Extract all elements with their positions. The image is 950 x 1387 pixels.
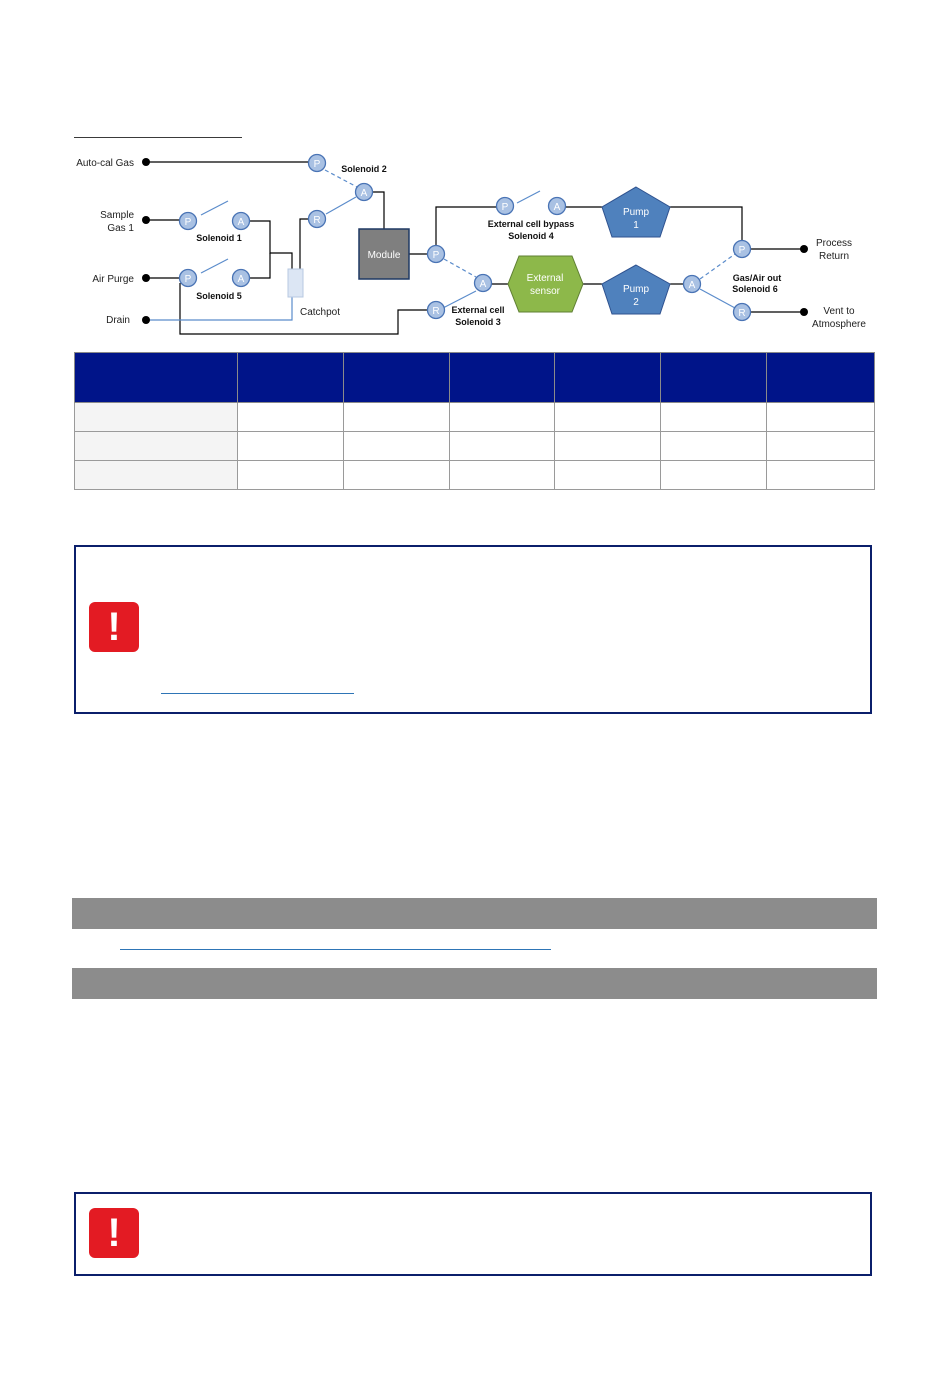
table-header-cell	[343, 353, 449, 403]
table-cell	[555, 461, 661, 490]
vent-endpoint	[800, 308, 808, 316]
sample-gas-label-1: Sample	[100, 210, 134, 221]
solenoid-4-label-2: Solenoid 4	[508, 231, 554, 241]
autocal-endpoint	[142, 158, 150, 166]
solenoid-6-label-1: Gas/Air out	[732, 273, 782, 283]
warning-notice-2	[74, 1192, 872, 1276]
svg-text:A: A	[479, 279, 487, 290]
table-cell	[555, 432, 661, 461]
svg-text:A: A	[360, 188, 368, 199]
table-cell	[343, 403, 449, 432]
notice-link-underline[interactable]	[161, 693, 354, 694]
external-sensor-shape	[508, 256, 583, 312]
solenoid-6-label-2: Solenoid 6	[732, 284, 778, 294]
catchpot-vessel	[288, 269, 303, 297]
drain-endpoint	[142, 316, 150, 324]
table-cell	[75, 461, 238, 490]
exclamation-icon: !	[89, 1208, 139, 1258]
process-return-label-1: Process	[815, 238, 853, 249]
gas-flow-diagram	[0, 0, 950, 345]
table-header-cell	[661, 353, 767, 403]
solenoid-4-label-1: External cell bypass	[487, 219, 575, 229]
solenoid-2-label: Solenoid 2	[341, 164, 387, 174]
svg-text:A: A	[237, 274, 245, 285]
table-cell	[661, 432, 767, 461]
svg-text:P: P	[501, 202, 509, 213]
catchpot-label: Catchpot	[300, 307, 341, 318]
svg-text:A: A	[237, 217, 245, 228]
table-cell	[767, 403, 875, 432]
table-cell	[449, 461, 555, 490]
air-purge-label: Air Purge	[92, 274, 134, 285]
solenoid-5-label: Solenoid 5	[196, 291, 242, 301]
table-cell	[661, 461, 767, 490]
autocal-gas-label: Auto-cal Gas	[76, 158, 134, 169]
pump-1-label-2: 1	[633, 220, 639, 231]
table-cell	[343, 461, 449, 490]
drain-label: Drain	[106, 315, 130, 326]
table-cell	[449, 403, 555, 432]
external-sensor-label-2: sensor	[529, 286, 561, 297]
svg-text:P: P	[432, 250, 440, 261]
table-cell	[449, 432, 555, 461]
solenoid-state-table	[74, 352, 875, 490]
table-cell	[767, 432, 875, 461]
svg-text:R: R	[738, 308, 746, 319]
pump-2-label-1: Pump	[622, 284, 650, 295]
svg-text:A: A	[688, 280, 696, 291]
exclamation-icon: !	[89, 602, 139, 652]
svg-text:P: P	[184, 217, 192, 228]
table-header-row	[75, 353, 875, 403]
table-row	[75, 432, 875, 461]
table-cell	[237, 403, 343, 432]
pump-2-label-2: 2	[633, 297, 639, 308]
sample-gas-label-2: Gas 1	[107, 223, 134, 234]
solenoid-1-label: Solenoid 1	[196, 233, 242, 243]
sample-gas-endpoint	[142, 216, 150, 224]
module-label: Module	[367, 250, 401, 261]
table-cell	[767, 461, 875, 490]
table-header-cell	[767, 353, 875, 403]
table-header-cell	[237, 353, 343, 403]
svg-text:R: R	[432, 306, 440, 317]
table-cell	[237, 432, 343, 461]
warning-notice-1	[74, 545, 872, 714]
table-row	[75, 403, 875, 432]
external-sensor-label-1: External	[526, 273, 564, 284]
solenoid-3-label-1: External cell	[451, 305, 505, 315]
section-header-bar-2	[72, 968, 877, 999]
air-purge-endpoint	[142, 274, 150, 282]
svg-text:A: A	[553, 202, 561, 213]
table-cell	[75, 403, 238, 432]
table-cell	[555, 403, 661, 432]
section-link-underline[interactable]	[120, 949, 551, 950]
vent-label-1: Vent to	[823, 306, 855, 317]
table-cell	[661, 403, 767, 432]
pump-1-label-1: Pump	[622, 207, 650, 218]
table-header-cell	[75, 353, 238, 403]
svg-text:R: R	[313, 215, 321, 226]
table-cell	[237, 461, 343, 490]
process-return-label-2: Return	[818, 251, 850, 262]
table-header-cell	[555, 353, 661, 403]
svg-text:P: P	[184, 274, 192, 285]
table-cell	[343, 432, 449, 461]
svg-text:P: P	[313, 159, 321, 170]
vent-label-2: Atmosphere	[812, 319, 866, 330]
solenoid-3-label-2: Solenoid 3	[455, 317, 501, 327]
section-header-bar-1	[72, 898, 877, 929]
process-return-endpoint	[800, 245, 808, 253]
svg-text:P: P	[738, 245, 746, 256]
table-cell	[75, 432, 238, 461]
table-row	[75, 461, 875, 490]
table-header-cell	[449, 353, 555, 403]
